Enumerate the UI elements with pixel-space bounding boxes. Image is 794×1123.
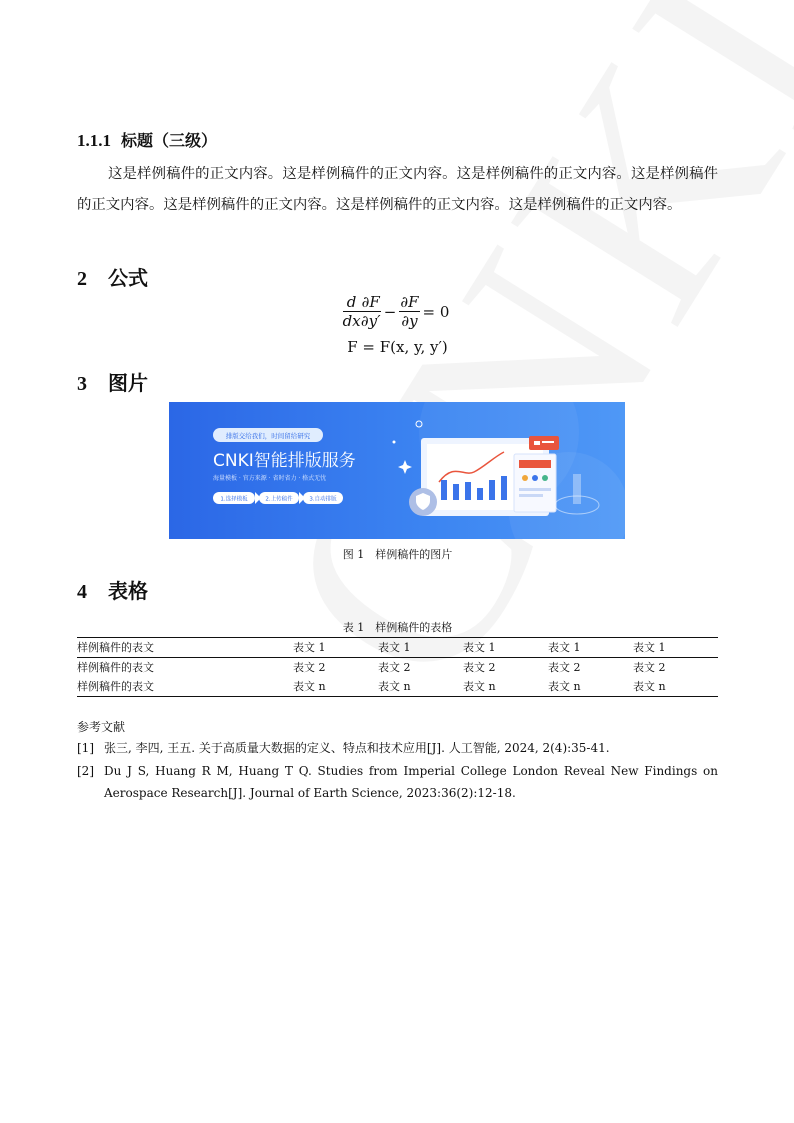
table-cell: 表文 2 [463,661,496,674]
formula-1 [77,294,718,330]
heading-2 [77,262,148,291]
fraction-dF-dy-prime [361,294,381,330]
table-caption: 表 1 样例稿件的表格 [342,621,453,634]
heading-title: 图片 [108,371,148,395]
table-cell: 表文 n [378,677,463,697]
numerator: d [343,294,361,312]
minus-sign: − [383,303,397,321]
table-cell: 表文 1 [378,638,463,658]
body-paragraph: 这是样例稿件的正文内容。这是样例稿件的正文内容。这是样例稿件的正文内容。这是样例稿件的正文内容。这是样例稿件的正文内容。这是样例稿件的正文内容。这是样例稿件的正文内容。 [77,166,718,213]
svg-text:2.上传稿件: 2.上传稿件 [265,496,293,503]
formula-2: F = F(x, y, y′) [347,338,448,356]
numerator: ∂F [361,293,380,311]
table-row [77,638,718,658]
heading-title: 表格 [108,579,148,603]
heading-1-1-1 [77,128,217,151]
table-row [77,658,718,678]
denominator: ∂y [401,312,418,330]
banner-step-3 [303,492,343,504]
figure-caption: 图 1 样例稿件的图片 [342,548,453,561]
banner-title: CNKI智能排版服务 [213,451,356,471]
table-cell: 样例稿件的表文 [77,677,293,697]
heading-number: 3 [77,373,87,395]
table-cell: 表文 n [463,677,548,697]
fraction-d-dx [343,294,361,330]
fraction-dF-dy [399,294,419,330]
reference-item [77,737,718,759]
svg-text:3.自动排版: 3.自动排版 [309,496,337,503]
heading-number: 1.1.1 [77,131,111,150]
reference-tag: [2] [77,764,94,778]
heading-title: 标题（三级） [121,131,218,150]
heading-3 [77,367,148,396]
reference-text: 张三, 李四, 王五. 关于高质量大数据的定义、特点和技术应用[J]. 人工智能, 2024, 2(4):35-41. [104,741,610,755]
table-cell: 表文 2 [633,661,666,674]
table-cell: 样例稿件的表文 [77,638,293,658]
heading-number: 2 [77,268,87,290]
table-cell: 表文 2 [378,661,411,674]
table-cell: 表文 1 [633,638,718,658]
sample-table [77,637,718,697]
table-cell: 表文 1 [548,638,633,658]
table-row [77,677,718,697]
equals-zero: = 0 [422,303,450,321]
heading-title: 公式 [108,266,148,290]
numerator: ∂F [400,293,419,311]
svg-text:1.选择模板: 1.选择模板 [220,496,248,503]
heading-4 [77,575,148,604]
denominator: ∂y′ [360,312,381,330]
denominator: dx [342,312,361,330]
table-cell: 表文 n [293,677,378,697]
table-cell: 表文 1 [293,638,378,658]
table-cell: 表文 n [548,677,633,697]
banner-tag: 排版交给我们，时间留给研究 [225,432,311,440]
banner-step-2 [259,492,305,504]
table-cell: 样例稿件的表文 [77,661,154,674]
banner-step-1 [213,492,261,504]
references-heading: 参考文献 [77,720,126,734]
sparkle-icon [393,421,423,474]
table-cell: 表文 1 [463,638,548,658]
reference-tag: [1] [77,741,94,755]
table-cell: 表文 2 [293,661,326,674]
banner-subtitle: 海量模板 · 官方来源 · 省时省力 · 格式无忧 [213,475,327,482]
cnki-banner-image [169,402,625,539]
reference-text: Du J S, Huang R M, Huang T Q. Studies from Imperial College London Reveal New Findings on Aerospace Research[J]. Journal of Earth Science, 2023:36(2):12-18. [104,764,718,800]
table-cell: 表文 n [633,677,718,697]
table-cell: 表文 2 [548,661,581,674]
heading-number: 4 [77,581,87,603]
reference-item [77,760,718,804]
